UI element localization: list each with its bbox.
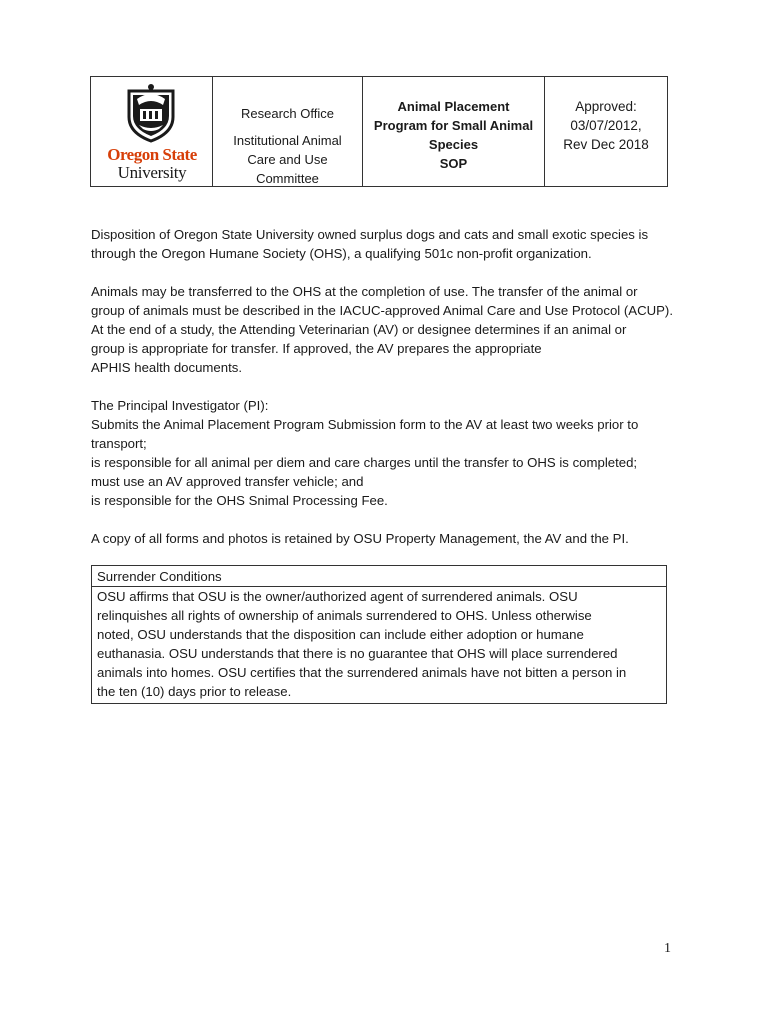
text-line: group of animals must be described in the IACUC-approved Animal Care and Use Protocol (ACUP). <box>91 303 673 318</box>
text-line: the ten (10) days prior to release. <box>97 684 292 699</box>
text-line: animals into homes. OSU certifies that the surrendered animals have not bitten a person in <box>97 665 627 680</box>
paragraph-pi-responsibilities <box>91 396 696 510</box>
title-line-1: Animal Placement <box>397 99 510 114</box>
header-table <box>90 76 668 187</box>
office-line-4: Committee <box>256 171 319 186</box>
office-line-3: Care and Use <box>247 152 328 167</box>
document-body <box>91 225 696 567</box>
office-cell <box>213 77 363 186</box>
osu-seal-icon <box>123 83 179 143</box>
text-line: through the Oregon Humane Society (OHS), a qualifying 501c non-profit organization. <box>91 246 592 261</box>
title-line-4: SOP <box>439 156 468 171</box>
surrender-heading: Surrender Conditions <box>92 566 666 587</box>
approved-line-3: Rev Dec 2018 <box>563 137 649 152</box>
text-line: must use an AV approved transfer vehicle; and <box>91 474 364 489</box>
text-line: is responsible for the OHS Snimal Processing Fee. <box>91 493 388 508</box>
text-line: relinquishes all rights of ownership of animals surrendered to OHS. Unless otherwise <box>97 608 592 623</box>
paragraph-copies <box>91 529 696 548</box>
text-line: noted, OSU understands that the disposition can include either adoption or humane <box>97 627 584 642</box>
title-line-3: Species <box>428 137 479 152</box>
surrender-conditions-box <box>91 565 667 704</box>
title-cell <box>363 77 545 186</box>
text-line: transport; <box>91 436 147 451</box>
office-line-1: Research Office <box>241 106 334 121</box>
text-line: group is appropriate for transfer. If approved, the AV prepares the appropriate <box>91 341 542 356</box>
approved-line-1: Approved: <box>575 99 637 114</box>
text-line: Disposition of Oregon State University owned surplus dogs and cats and small exotic species is <box>91 227 649 242</box>
text-line: Submits the Animal Placement Program Submission form to the AV at least two weeks prior to <box>91 417 639 432</box>
text-line: At the end of a study, the Attending Veterinarian (AV) or designee determines if an animal or <box>91 322 627 337</box>
surrender-body <box>92 587 666 703</box>
approved-line-2: 03/07/2012, <box>570 118 642 133</box>
title-line-2: Program for Small Animal <box>373 118 534 133</box>
text-line: euthanasia. OSU understands that there is no guarantee that OHS will place surrendered <box>97 646 618 661</box>
paragraph-transfer <box>91 282 696 377</box>
approved-cell <box>545 77 667 186</box>
text-line: OSU affirms that OSU is the owner/authorized agent of surrendered animals. OSU <box>97 589 578 604</box>
office-line-2: Institutional Animal <box>233 133 342 148</box>
paragraph-disposition <box>91 225 696 263</box>
text-line: is responsible for all animal per diem and care charges until the transfer to OHS is completed; <box>91 455 638 470</box>
logo-line-2: University <box>117 163 187 182</box>
text-line: Animals may be transferred to the OHS at the completion of use. The transfer of the animal or <box>91 284 638 299</box>
text-line: The Principal Investigator (PI): <box>91 398 269 413</box>
page-number: 1 <box>664 941 671 956</box>
logo-cell <box>91 77 213 186</box>
text-line: A copy of all forms and photos is retained by OSU Property Management, the AV and the PI. <box>91 531 629 546</box>
logo-line-1: Oregon State <box>107 145 197 164</box>
text-line: APHIS health documents. <box>91 360 243 375</box>
